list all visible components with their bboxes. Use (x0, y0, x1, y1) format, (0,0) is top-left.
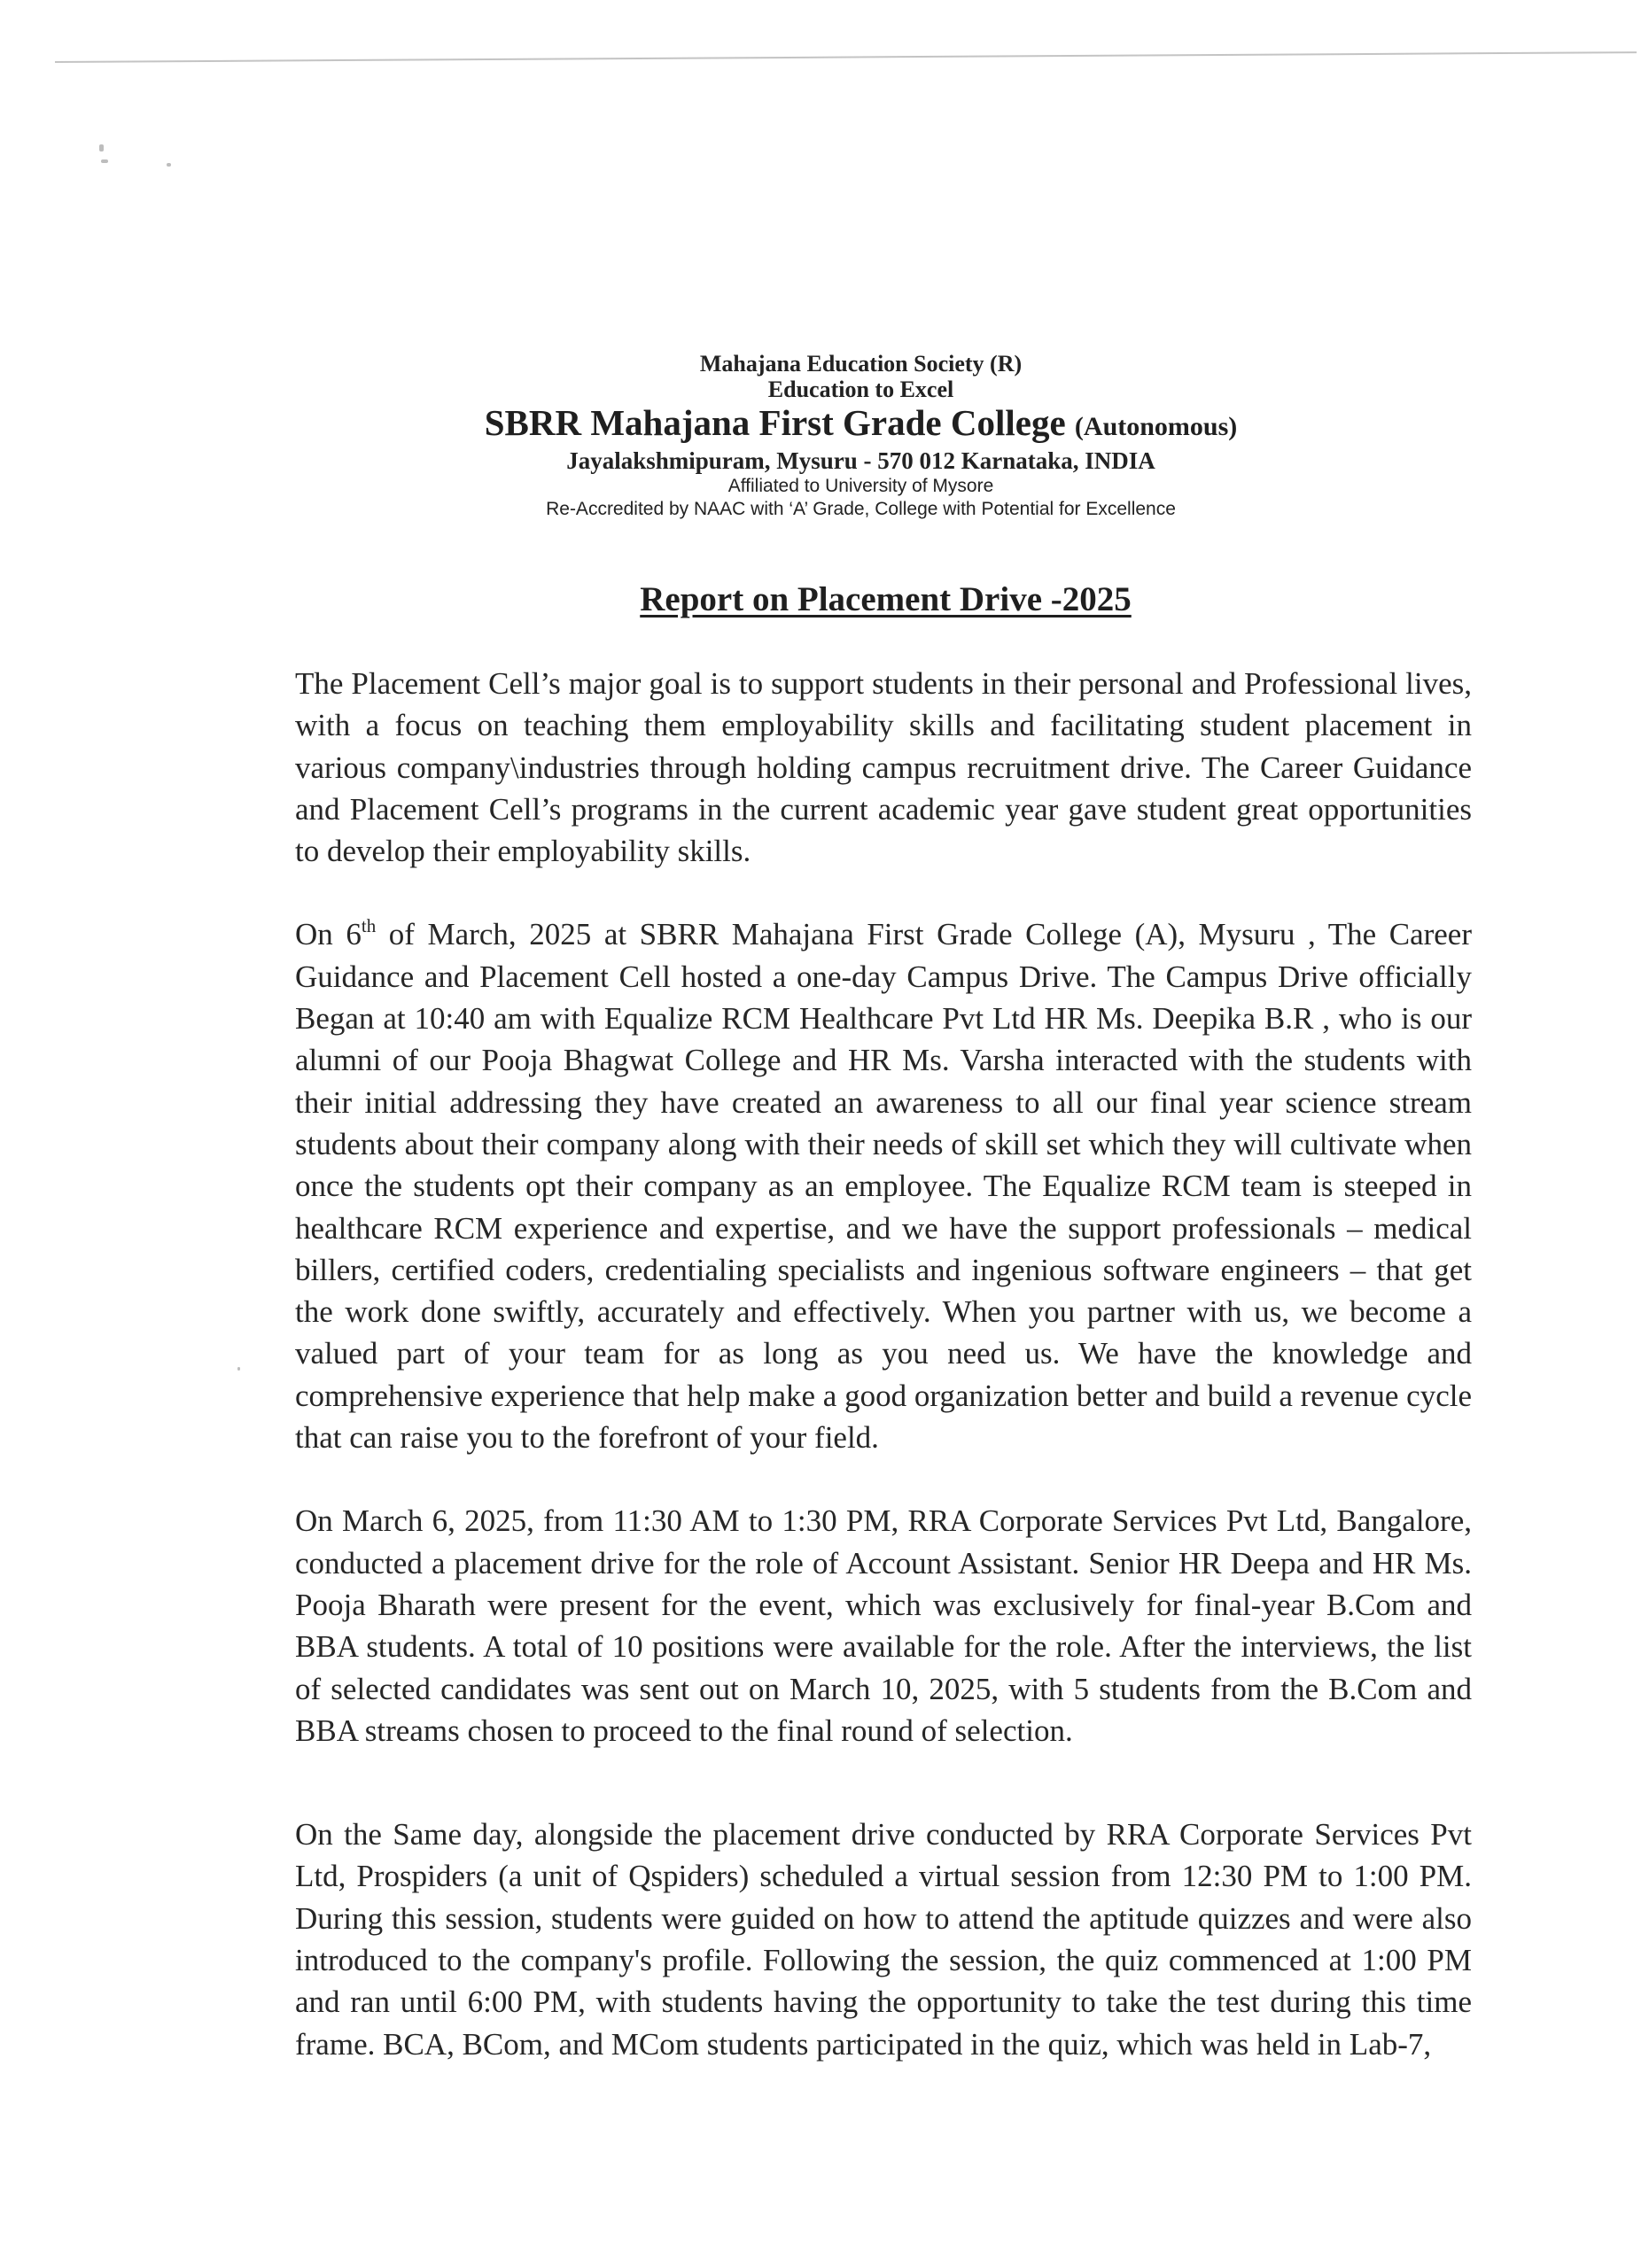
society-name: Mahajana Education Society (R) (699, 351, 1023, 377)
paragraph-intro: The Placement Cell’s major goal is to support students in their personal and Professional lives, with a focus on teaching them employability skills and facilitating student placement in various company\industries through holding campus recruitment drive. The Career Guidance and Placement Cell’s programs in the current academic year gave student great opportunities to develop their employability skills. (295, 666, 1472, 869)
paragraph-prospiders-session: On the Same day, alongside the placement drive conducted by RRA Corporate Services Pvt Ltd, Prospiders (a unit of Qspiders) scheduled a virtual session from 12:30 PM to 1:00 PM. During this session, students were guided on how to attend the aptitude quizzes and were also introduced to the company's profile. Following the session, the quiz commenced at 1:00 PM and ran until 6:00 PM, with students having the opportunity to take the test during this time frame. BCA, BCom, and MCom students participated in the quiz, which was held in Lab-7, (295, 1817, 1472, 2062)
college-name: SBRR Mahajana First Grade College (484, 402, 1066, 443)
paragraph-equalize-rcm-drive (295, 913, 1472, 1458)
scan-artifact-mark (167, 163, 171, 167)
scan-top-rule (55, 51, 1637, 63)
college-accreditation: Re-Accredited by NAAC with ‘A’ Grade, College with Potential for Excellence (546, 499, 1176, 519)
college-status: (Autonomous) (1074, 412, 1238, 441)
report-title-text: Report on Placement Drive -2025 (640, 580, 1132, 618)
society-motto: Education to Excel (767, 377, 954, 402)
college-affiliation: Affiliated to University of Mysore (727, 476, 994, 496)
report-body (295, 663, 1472, 2107)
college-name-line (73, 402, 1649, 447)
paragraph-rra-drive: On March 6, 2025, from 11:30 AM to 1:30 PM, RRA Corporate Services Pvt Ltd, Bangalore, conducted a placement drive for the role of Account Assistant. Senior HR Deepa and HR Ms. Pooja Bharath were present for the event, which was exclusively for final-year B.Com and BBA students. A total of 10 positions were available for the role. After the interviews, the list of selected candidates was sent out on March 10, 2025, with 5 students from the B.Com and BBA streams chosen to proceed to the final round of selection. (295, 1503, 1472, 1748)
scan-artifact-mark (99, 144, 104, 151)
scan-artifact-mark (237, 1367, 240, 1371)
college-address: Jayalakshmipuram, Mysuru - 570 012 Karnataka, INDIA (566, 447, 1155, 474)
paragraph-equalize-text: of March, 2025 at SBRR Mahajana First Grade College (A), Mysuru , The Career Guidance and Placement Cell hosted a one-day Campus Drive. The Campus Drive officially Began at 10:40 am with Equalize RCM Healthcare Pvt Ltd HR Ms. Deepika B.R , who is our alumni of our Pooja Bhagwat College and HR Ms. Varsha interacted with the students with their initial addressing they have created an awareness to all our final year science stream students about their company along with their needs of skill set which they will cultivate when once the students opt their company as an employee. The Equalize RCM team is steeped in healthcare RCM experience and expertise, and we have the support professionals – medical billers, certified coders, credentialing specialists and ingenious software engineers – that get the work done swiftly, accurately and effectively. When you partner with us, we become a valued part of your team for as long as you need us. We have the knowledge and comprehensive experience that help make a good organization better and build a revenue cycle that can raise you to the forefront of your field. (295, 917, 1472, 1456)
letterhead (0, 351, 1649, 521)
ordinal-superscript: th (361, 915, 377, 937)
report-title (0, 579, 1649, 620)
scan-artifact-mark (101, 159, 108, 163)
paragraph-equalize-prefix: On 6 (295, 917, 362, 952)
